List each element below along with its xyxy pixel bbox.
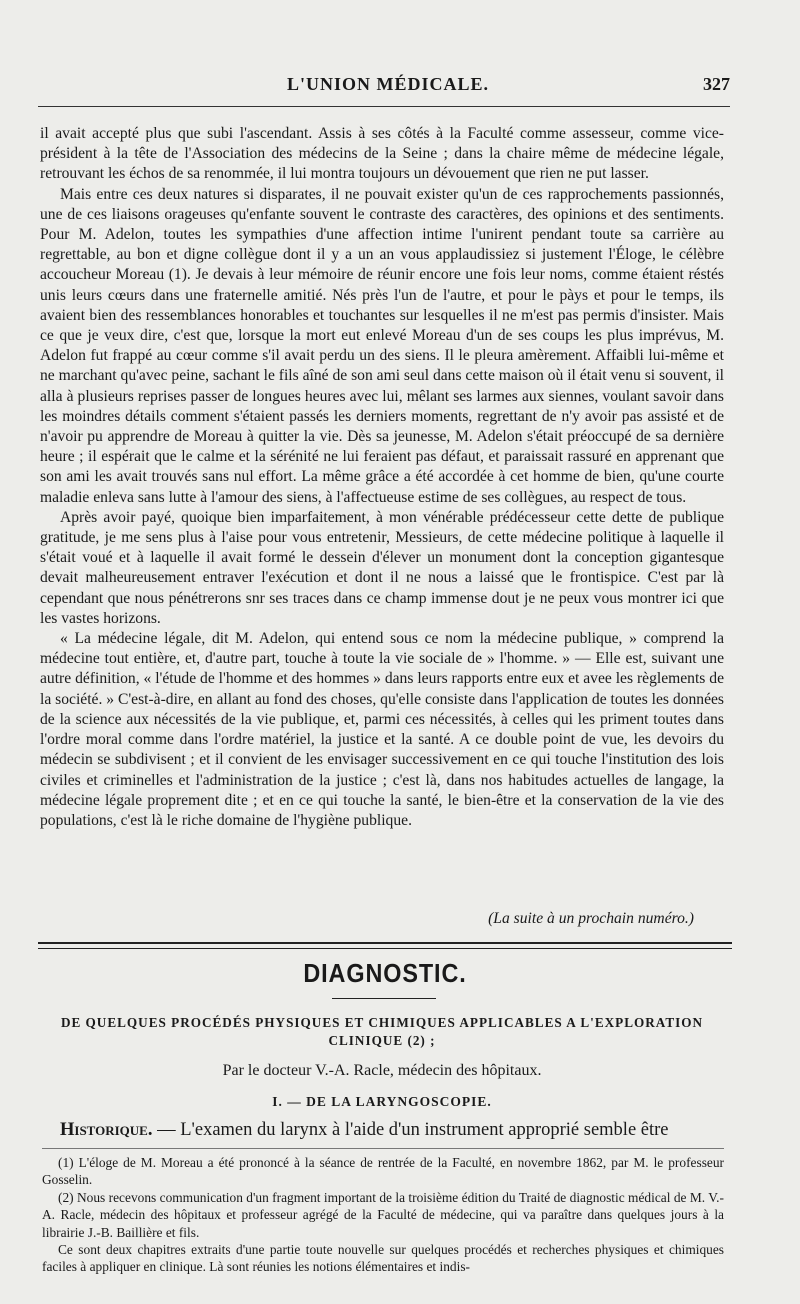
section-title: DIAGNOSTIC. — [303, 958, 467, 988]
section-divider — [38, 942, 732, 949]
part-heading: I. — DE LA LARYNGOSCOPIE. — [272, 1094, 492, 1109]
journal-title: L'UNION MÉDICALE. — [286, 74, 490, 94]
footnote: Ce sont deux chapitres extraits d'une partie toute nouvelle sur quelques procédés et recherches physiques et chimiques faciles à appliquer en clinique. Là sont réunies les notions élémentaires et indis- — [42, 1242, 724, 1275]
historique-line — [60, 1120, 730, 1141]
header-rule — [38, 106, 730, 107]
footnote: (1) L'éloge de M. Moreau a été prononcé à la séance de rentrée de la Faculté, en novembre 1862, par M. le professeur Gosselin. — [42, 1155, 724, 1188]
author-line: Par le docteur V.-A. Racle, médecin des hôpitaux. — [222, 1062, 542, 1079]
paragraph: Après avoir payé, quoique bien imparfaitement, à mon vénérable prédécesseur cette dette de publique gratitude, je me sens plus à l'aise pour vous entretenir, Messieurs, de cette médecine politique à laquelle il s'était voué et à laquelle il avait formé le dessein d'élever un monument dont la conception gigantesque devait malheureusement entraver l'exécution et dont il ne nous a laissé que le frontispice. C'est par là cependant que nous pénétrerons snr ses traces dans ce champ immense dout je ne peux vous montrer ici que les vastes horizons. — [40, 508, 724, 627]
paragraph: il avait accepté plus que subi l'ascendant. Assis à ses côtés à la Faculté comme assesseur, comme vice-président à la tête de l'Association des médecins de la Seine ; dans la chaire même de médecine légale, retrouvant les échos de sa renommée, il lui montra toujours un dévouement que rien ne put lasser. — [40, 125, 724, 183]
paragraph: « La médecine légale, dit M. Adelon, qui entend sous ce nom la médecine publique, » comprend la médecine tout entière, et, d'autre part, touche à toute la vie sociale de » l'homme. » — Elle est, suivant une autre définition, « l'étude de l'homme et des hommes » dans leurs rapports entre eux et avee les règlements de la société. » C'est-à-dire, en allant au fond des choses, qu'elle consiste dans l'application de toutes les données de la science aux nécessités de la vie publique, et, parmi ces nécessités, à celles qui les priment toutes dans l'ordre moral comme dans l'ordre matériel, la justice et la santé. A ce double point de vue, les devoirs du médecin se subdivisent ; et il convient de les envisager successivement en ce qui touche l'institution des lois civiles et criminelles et l'administration de la justice ; c'est là, dans nos habitudes actuelles de langage, la médecine légale proprement dite ; et en ce qui touche la santé, le bien-être et la conservation de la vie des populations, c'est là le riche domaine de l'hygiène publique. — [40, 630, 724, 829]
running-header — [38, 74, 738, 104]
article-body — [40, 124, 724, 831]
footnote-rule — [42, 1148, 724, 1149]
article-subtitle: DE QUELQUES PROCÉDÉS PHYSIQUES ET CHIMIQUES APPLICABLES A L'EXPLORATION CLINIQUE (2) ; — [60, 1015, 704, 1048]
footnote: (2) Nous recevons communication d'un fragment important de la troisième édition du Traité de diagnostic médical de M. V.-A. Racle, médecin des hôpitaux et professeur agrégé de la Faculté de médecine, qui va paraître dans quelques jours à la librairie J.-B. Baillière et fils. — [42, 1189, 724, 1240]
paragraph: Mais entre ces deux natures si disparates, il ne pouvait exister qu'un de ces rapprochements passionnés, une de ces liaisons orageuses qu'enfante souvent le contraste des caractères, des opinions et des sentiments. Pour M. Adelon, toutes les sympathies d'une affection intime l'unirent pendant toute sa carrière au regrettable, au bon et digne collègue dont il y a un an vous applaudissiez si justement l'Éloge, le célèbre accoucheur Moreau (1). Je devais à leur mémoire de réunir encore une fois leur noms, comme étaient réstés unis leurs cœurs dans une fraternelle amitié. Nés près l'un de l'autre, et pour le pàys et pour le temps, ils avaient bien des ressemblances honorables et touchantes sur lesquelles il ne m'est pas permis d'insister. Mais ce que je veux dire, c'est que, lorsque la mort eut enlevé Moreau d'un de ses coups les plus imprévus, M. Adelon fut frappé au cœur comme s'il avait perdu un des siens. Il le pleura amèrement. Affaibli lui-même et ne marchant qu'avec peine, sachant le fils aîné de son ami seul dans cette maison où il était venu si souvent, il alla à plusieurs reprises passer de longues heures avec lui, mêlant ses larmes aux siennes, voulant savoir dans les moindres détails comment s'étaient passés les derniers moments, regrettant de n'y avoir pas assisté et de n'avoir pu apprendre de Moreau à quitter la vie. Dès sa jeunesse, M. Adelon s'était préoccupé de sa dernière heure ; il espérait que le calme et la sérénité ne lui feraient pas défaut, et paraissait rassuré en apprenant que son ami les avait trouvés sans nul effort. La même grâce a été accordée à cet homme de bien, qu'une courte maladie enleva sans lutte à l'amour des siens, à l'affectueuse estime de ses collègues, au respect de tous. — [40, 185, 724, 506]
page-number: 327 — [703, 74, 730, 94]
footnotes — [42, 1154, 724, 1276]
continued-note: (La suite à un prochain numéro.) — [488, 910, 694, 927]
title-underline — [332, 998, 436, 999]
historique-text: — L'examen du larynx à l'aide d'un instrument approprié semble être — [152, 1120, 669, 1140]
historique-lead: Historique. — [60, 1120, 153, 1140]
